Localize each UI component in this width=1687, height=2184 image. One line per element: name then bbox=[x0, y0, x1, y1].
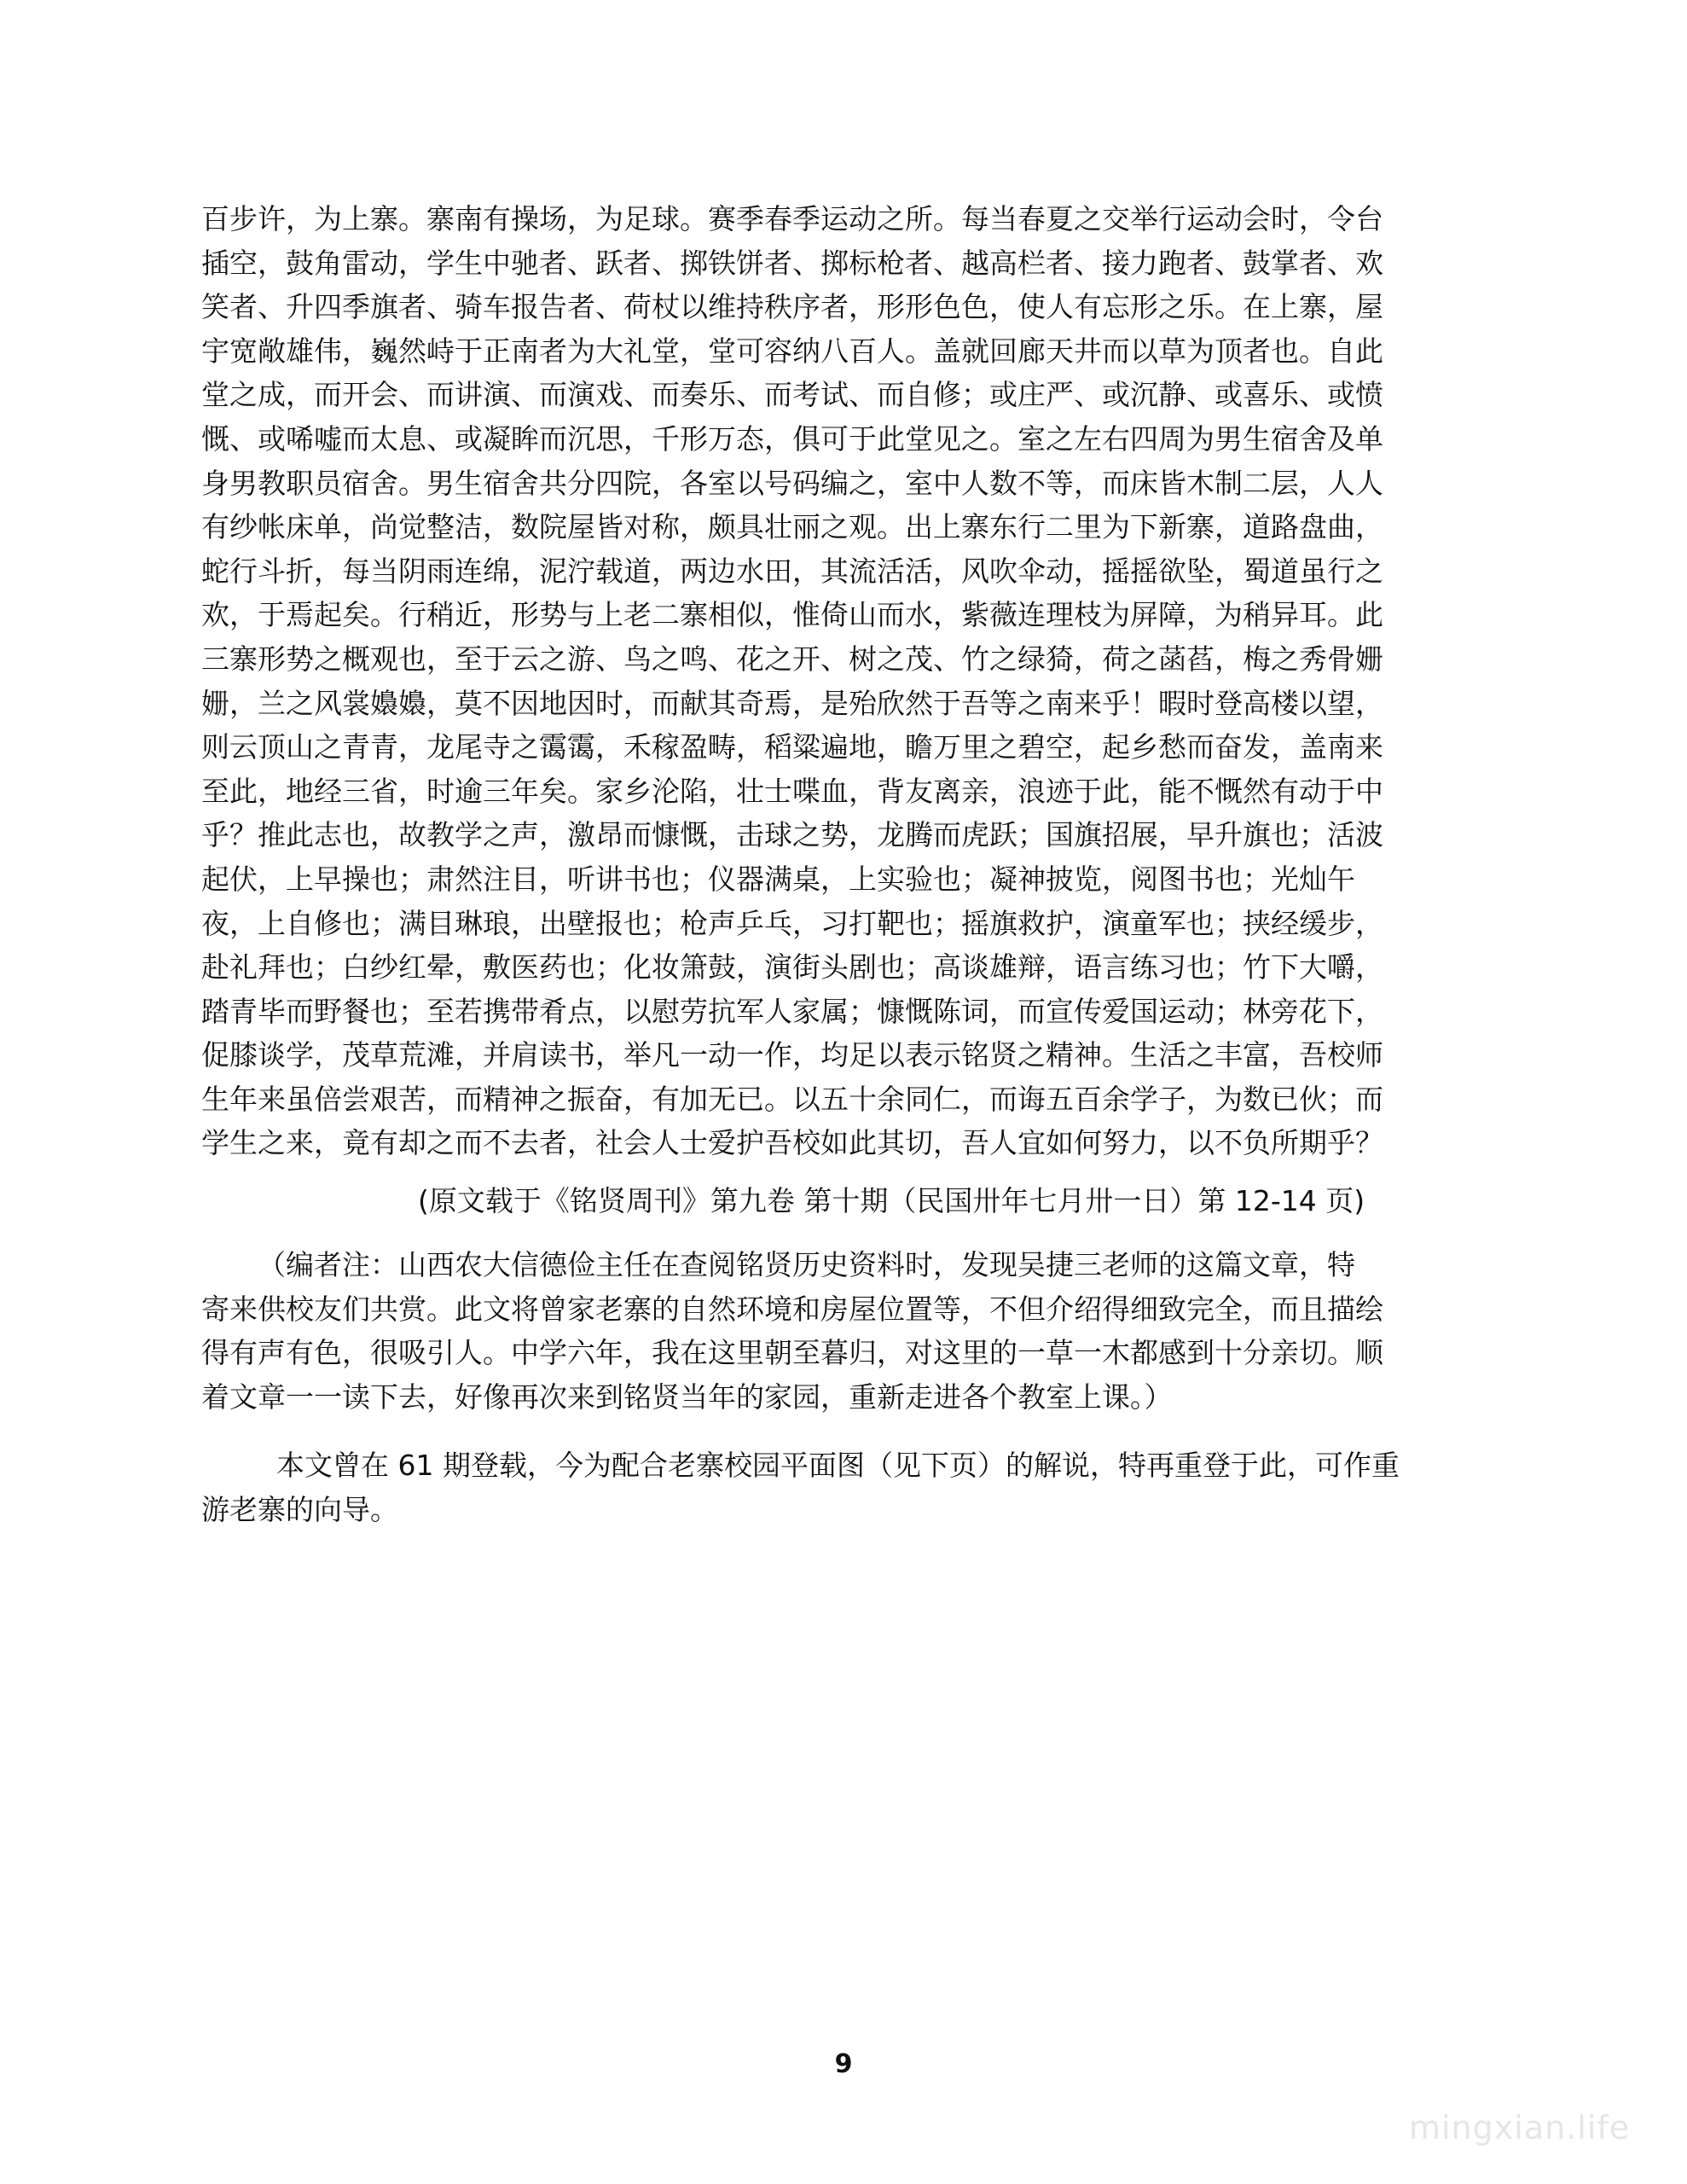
body-line: 身男教职员宿舍。男生宿舍共分四院，各室以号码编之，室中人数不等，而床皆木制二层，人人 bbox=[201, 466, 1383, 500]
editor-note-line: 着文章一一读下去，好像再次来到铭贤当年的家园，重新走进各个教室上课。） bbox=[201, 1380, 1173, 1414]
body-line: 学生之来，竟有却之而不去者，社会人士爱护吾校如此其切，吾人宜如何努力，以不负所期乎？ bbox=[201, 1126, 1383, 1160]
republication-note-line: 游老寨的向导。 bbox=[201, 1492, 398, 1526]
body-line: 则云顶山之青青，龙尾寺之霭霭，禾稼盈畴，稻粱遍地，瞻万里之碧空，起乡愁而奋发，盖南来 bbox=[201, 730, 1383, 764]
republication-note bbox=[201, 1443, 1481, 1531]
article-body bbox=[201, 197, 1481, 1165]
body-line: 蛇行斗折，每当阴雨连绵，泥泞载道，两边水田，其流活活，风吹伞动，摇摇欲坠，蜀道虽行之 bbox=[201, 554, 1383, 588]
editor-note-line: 寄来供校友们共赏。此文将曾家老寨的自然环境和房屋位置等，不但介绍得细致完全，而且描绘 bbox=[201, 1292, 1383, 1326]
body-line: 乎？推此志也，故教学之声，激昂而慷慨，击球之势，龙腾而虎跃；国旗招展，早升旗也；活波 bbox=[201, 818, 1383, 852]
body-line: 有纱帐床单，尚觉整洁，数院屋皆对称，颇具壮丽之观。出上寨东行二里为下新寨，道路盘曲， bbox=[201, 510, 1383, 544]
body-line: 欢，于焉起矣。行稍近，形势与上老二寨相似，惟倚山而水，紫薇连理枝为屏障，为稍异耳。此 bbox=[201, 598, 1383, 632]
body-line: 起伏，上早操也；肃然注目，听讲书也；仪器满桌，上实验也；凝神披览，阅图书也；光灿午 bbox=[201, 862, 1355, 896]
republication-note-line: 本文曾在 61 期登载，今为配合老寨校园平面图（见下页）的解说，特再重登于此，可作重 bbox=[276, 1449, 1400, 1482]
body-line: 至此，地经三省，时逾三年矣。家乡沦陷，壮士喋血，背友离亲，浪迹于此，能不慨然有动于中 bbox=[201, 774, 1383, 808]
editor-note-line: 得有声有色，很吸引人。中学六年，我在这里朝至暮归，对这里的一草一木都感到十分亲切。顺 bbox=[201, 1336, 1383, 1370]
editor-note bbox=[201, 1243, 1481, 1419]
body-line: 三寨形势之概观也，至于云之游、鸟之鸣、花之开、树之茂、竹之绿猗，荷之菡萏，梅之秀骨姗 bbox=[201, 642, 1383, 676]
body-line: 赴礼拜也；白纱红晕，敷医药也；化妆箫鼓，演街头剧也；高谈雄辩，语言练习也；竹下大嚼， bbox=[201, 950, 1383, 985]
body-line: 夜，上自修也；满目琳琅，出壁报也；枪声乒乓，习打靶也；摇旗救护，演童军也；挟经缓步， bbox=[201, 906, 1383, 940]
body-line: 踏青毕而野餐也；至若携带肴点，以慰劳抗军人家属；慷慨陈词，而宣传爱国运动；林旁花下， bbox=[201, 994, 1383, 1028]
body-line: 百步许，为上寨。寨南有操场，为足球。赛季春季运动之所。每当春夏之交举行运动会时，令台 bbox=[201, 202, 1383, 235]
body-line: 笑者、升四季旗者、骑车报告者、荷杖以维持秩序者，形形色色，使人有忘形之乐。在上寨，屋 bbox=[201, 290, 1383, 324]
source-citation: (原文载于《铭贤周刊》第九卷 第十期（民国卅年七月卅一日）第 12-14 页) bbox=[418, 1184, 1365, 1217]
body-line: 插空，鼓角雷动，学生中驰者、跃者、掷铁饼者、掷标枪者、越高栏者、接力跑者、鼓掌者、欢 bbox=[201, 246, 1383, 280]
body-line: 堂之成，而开会、而讲演、而演戏、而奏乐、而考试、而自修；或庄严、或沉静、或喜乐、或愤 bbox=[201, 378, 1383, 412]
body-line: 慨、或唏嘘而太息、或凝眸而沉思，千形万态，俱可于此堂见之。室之左右四周为男生宿舍及单 bbox=[201, 421, 1383, 456]
body-line: 生年来虽倍尝艰苦，而精神之振奋，有加无已。以五十余同仁，而诲五百余学子，为数已伙；而 bbox=[201, 1082, 1383, 1116]
body-line: 姗，兰之风裳嬝嬝，莫不因地因时，而献其奇焉，是殆欣然于吾等之南来乎！暇时登高楼以望， bbox=[201, 686, 1383, 720]
editor-note-line: （编者注：山西农大信德俭主任在查阅铭贤历史资料时，发现吴捷三老师的这篇文章，特 bbox=[258, 1248, 1355, 1281]
page-number: 9 bbox=[834, 2049, 853, 2079]
body-line: 宇宽敞雄伟，巍然峙于正南者为大礼堂，堂可容纳八百人。盖就回廊天井而以草为顶者也。自此 bbox=[201, 334, 1383, 368]
body-line: 促膝谈学，茂草荒滩，并肩读书，举凡一动一作，均足以表示铭贤之精神。生活之丰富，吾校师 bbox=[201, 1038, 1383, 1072]
watermark-text: mingxian.life bbox=[1409, 2109, 1631, 2146]
